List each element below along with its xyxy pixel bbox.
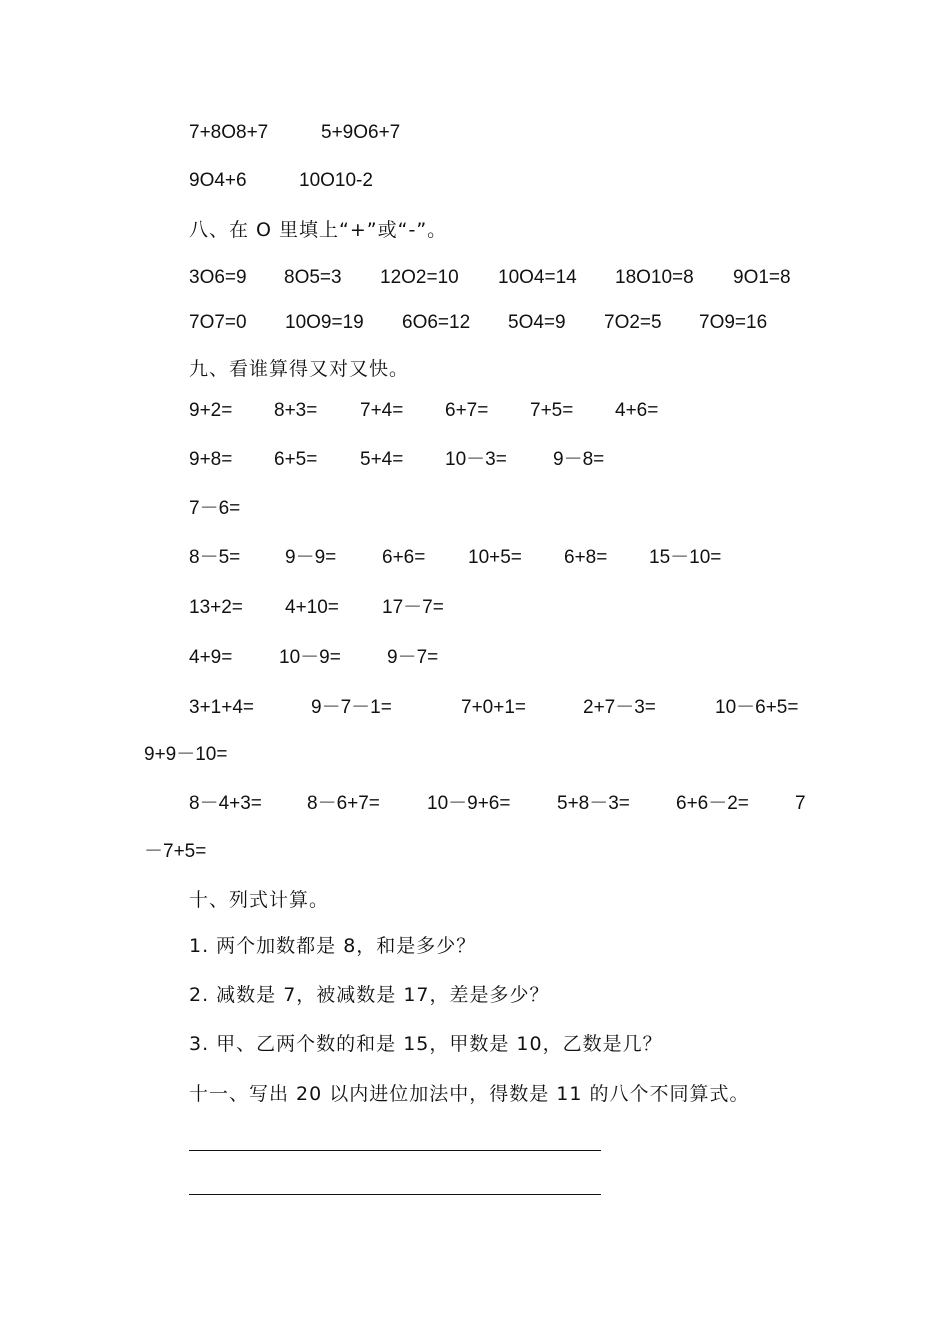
equation: 2+7－3= xyxy=(583,697,656,718)
equation: 9+2= xyxy=(189,400,233,421)
equation: 3+1+4= xyxy=(189,697,254,718)
equation: 9－7= xyxy=(387,647,439,668)
answer-line xyxy=(189,1150,601,1151)
answer-line xyxy=(189,1194,601,1195)
equation: 8－6+7= xyxy=(307,793,380,814)
equation: 4+9= xyxy=(189,647,233,668)
equation: 9－7－1= xyxy=(311,697,392,718)
equation: 9+9－10= xyxy=(144,744,228,765)
equation: －7+5= xyxy=(144,841,207,862)
equation: 10O10-2 xyxy=(299,170,373,191)
equation: 10－9+6= xyxy=(427,793,511,814)
equation: 6+7= xyxy=(445,400,489,421)
equation: 8－5= xyxy=(189,547,241,568)
equation: 10+5= xyxy=(468,547,522,568)
heading-text: 十一、写出 20 以内进位加法中，得数是 11 的八个不同算式。 xyxy=(189,1083,750,1105)
equation: 7O2=5 xyxy=(604,312,662,333)
heading-text: 1. 两个加数都是 8，和是多少？ xyxy=(189,935,477,957)
equation: 6+6－2= xyxy=(676,793,749,814)
equation: 5+8－3= xyxy=(557,793,630,814)
equation: 10－3= xyxy=(445,449,507,470)
equation: 4+10= xyxy=(285,597,339,618)
heading-text: 八、在 O 里填上“+”或“-”。 xyxy=(189,219,448,241)
equation: 5+4= xyxy=(360,449,404,470)
equation: 7+4= xyxy=(360,400,404,421)
heading-text: 十、列式计算。 xyxy=(189,889,330,911)
equation: 9O1=8 xyxy=(733,267,791,288)
equation: 3O6=9 xyxy=(189,267,247,288)
equation: 7 xyxy=(795,793,806,814)
equation: 10O4=14 xyxy=(498,267,577,288)
equation: 4+6= xyxy=(615,400,659,421)
equation: 8－4+3= xyxy=(189,793,262,814)
equation: 7+0+1= xyxy=(461,697,526,718)
equation: 8+3= xyxy=(274,400,318,421)
equation: 17－7= xyxy=(382,597,444,618)
equation: 7O9=16 xyxy=(699,312,768,333)
heading-text: 2. 减数是 7，被减数是 17，差是多少？ xyxy=(189,984,550,1006)
equation: 7O7=0 xyxy=(189,312,247,333)
heading-text: 九、看谁算得又对又快。 xyxy=(189,358,410,380)
equation: 5O4=9 xyxy=(508,312,566,333)
equation: 5+9O6+7 xyxy=(321,122,401,143)
equation: 10－9= xyxy=(279,647,341,668)
equation: 9+8= xyxy=(189,449,233,470)
equation: 12O2=10 xyxy=(380,267,459,288)
equation: 8O5=3 xyxy=(284,267,342,288)
equation: 6+5= xyxy=(274,449,318,470)
equation: 13+2= xyxy=(189,597,243,618)
equation: 6O6=12 xyxy=(402,312,471,333)
heading-text: 3. 甲、乙两个数的和是 15，甲数是 10，乙数是几？ xyxy=(189,1033,663,1055)
equation: 9－9= xyxy=(285,547,337,568)
equation: 18O10=8 xyxy=(615,267,694,288)
equation: 10－6+5= xyxy=(715,697,799,718)
equation: 15－10= xyxy=(649,547,722,568)
equation: 9－8= xyxy=(553,449,605,470)
equation: 10O9=19 xyxy=(285,312,364,333)
equation: 7+8O8+7 xyxy=(189,122,269,143)
equation: 6+8= xyxy=(564,547,608,568)
equation: 9O4+6 xyxy=(189,170,247,191)
equation: 7－6= xyxy=(189,498,241,519)
equation: 7+5= xyxy=(530,400,574,421)
equation: 6+6= xyxy=(382,547,426,568)
